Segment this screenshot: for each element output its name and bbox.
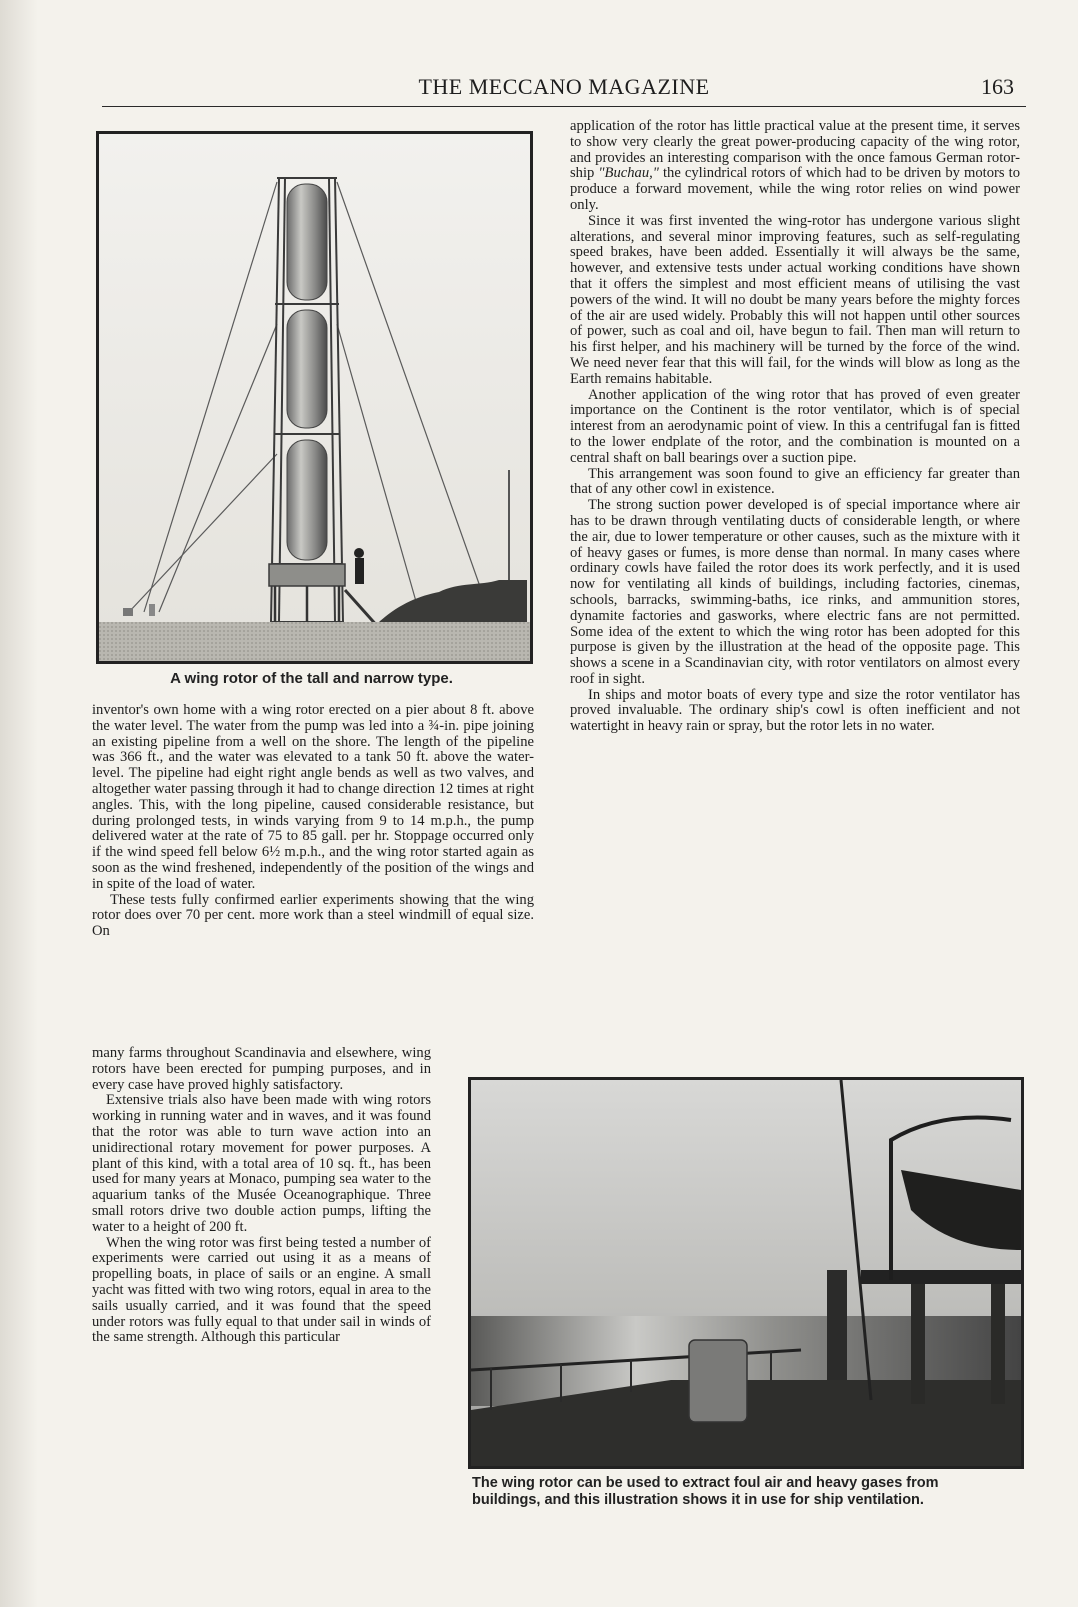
left-paragraph: inventor's own home with a wing rotor erected on a pier about 8 ft. above the water level. The water from the pump was led into a ¾-in. pipe joining an existing pipeline from a well on the shore. The length of the pipeline was 366 ft., and the water was elevated to a tank 50 ft. above the water-level. The pipeline had eight right angle bends as well as two valves, and altogether water passing through it had to change direction 12 times at right angles. This, with the long pipeline, caused considerable resistance, but during prolonged tests, in winds varying from 9 to 14 m.p.h., the pump delivered water at the rate of 75 to 85 gall. per hr. Stoppage occurred only if the wind speed fell below 6½ m.p.h., and the wing rotor started again as soon as the wind freshened, independently of the position of the wings and in spite of the load of water. [92, 702, 534, 892]
right-paragraph: This arrangement was soon found to give an efficiency far greater than that of any other cowl in existence. [570, 465, 1020, 498]
ship-ventilation-photo [468, 1077, 1024, 1469]
right-paragraph: Another application of the wing rotor that has proved of even greater importance on the Continent is the rotor ventilator, which is of special interest from an aerodynamic point of view. In this a centrifugal fan is fitted to the lower endplate of the rotor, and the combination is mounted on a central shaft on ball bearings over a suction pipe. [570, 386, 1020, 466]
ship-caption-line: buildings, and this illustration shows it in use for ship ventilation. [472, 1492, 924, 1508]
right-paragraph-text: application of the rotor has little practical value at the present time, it serves to show very clearly the great power-producing capacity of the wing rotor, and provides an interesting comparison with the once famous German rotor-ship [570, 118, 1020, 182]
right-paragraph [570, 119, 1020, 214]
left-narrow-paragraph: When the wing rotor was first being tested a number of experiments were carried out using it as a means of propelling boats, in place of sails or an engine. A small yacht was fitted with two wing rotors, equal in area to the sails usually carried, and it was found that the speed under rotors was fully equal to that under sail in winds of the same strength. Although this particular [92, 1234, 431, 1346]
left-narrow-column-text [92, 1046, 431, 1346]
right-paragraph: Since it was first invented the wing-rotor has undergone various slight alterations, and several minor improving features, such as self-regulating speed brakes, have been added. Essentially it will always be the same, however, and extensive tests under actual working conditions have shown that it offers the simplest and most efficient means of utilising the vast powers of the wind. It will no doubt be many years before the mighty forces of the air are used widely. Probably this will not happen until other sources of power, such as coal and oil, have begun to fail. Then man will return to his first helper, and his machinery will be turned by the force of the wind. We need never fear that this will fail, for the winds will blow as long as the Earth remains habitable. [570, 212, 1020, 387]
tower-photo-illustration [99, 134, 530, 661]
left-column-text [92, 703, 534, 940]
magazine-title: THE MECCANO MAGAZINE [418, 74, 710, 99]
ship-caption-line: The wing rotor can be used to extract foul air and heavy gases from [472, 1475, 939, 1491]
page-edge-shadow [0, 0, 38, 1607]
left-narrow-paragraph: many farms throughout Scandinavia and elsewhere, wing rotors have been erected for pumping purposes, and in every case have proved highly satisfactory. [92, 1045, 431, 1093]
right-paragraph-text: the cylindrical rotors of which had to be driven by motors to produce a forward movement, while the wing rotor relies on wind power only. [570, 165, 1020, 213]
left-narrow-paragraph: Extensive trials also have been made with wing rotors working in running water and in waves, and it was found that the rotor was able to turn wave action into an unidirectional rotary movement for power purposes. A plant of this kind, with a total area of 10 sq. ft., has been used for many years at Monaco, pumping sea water to the aquarium tanks of the Musée Oceanographique. Three small rotors drive two double action pumps, lifting the water to a height of 200 ft. [92, 1092, 431, 1235]
left-paragraph: These tests fully confirmed earlier experiments showing that the wing rotor does over 70 per cent. more work than a steel windmill of equal size. On [92, 891, 534, 940]
page-header [102, 72, 1026, 107]
right-paragraph: The strong suction power developed is of special importance where air has to be drawn through ventilating ducts of considerable length, or where the air, due to lower temperature or other causes, such as the mixture with it of heavy gases or fumes, is more dense than normal. In many cases where ordinary cowls have failed the rotor does its work perfectly, and it is used now for ventilating all kinds of buildings, including factories, cinemas, schools, barracks, swimming-baths, ice rinks, and ammunition stores, dynamite factories and gasworks, where electric fans are not permitted. Some idea of the extent to which the wing rotor has been adopted for this purpose is given by the illustration at the head of the opposite page. This shows a scene in a Scandinavian city, with rotor ventilators on almost every roof in sight. [570, 497, 1020, 687]
right-column-text [570, 119, 1020, 735]
ship-photo-caption [472, 1475, 1032, 1509]
right-paragraph: In ships and motor boats of every type and size the rotor ventilator has proved invaluable. The ordinary ship's cowl is often inefficient and not watertight in heavy rain or spray, but the rotor lets in no water. [570, 686, 1020, 735]
tower-photo-caption: A wing rotor of the tall and narrow type. [170, 670, 453, 687]
wing-rotor-tower-photo [96, 131, 533, 664]
ship-photo-illustration [471, 1080, 1021, 1466]
page-number: 163 [981, 74, 1014, 99]
ship-name: "Buchau," [598, 165, 659, 182]
